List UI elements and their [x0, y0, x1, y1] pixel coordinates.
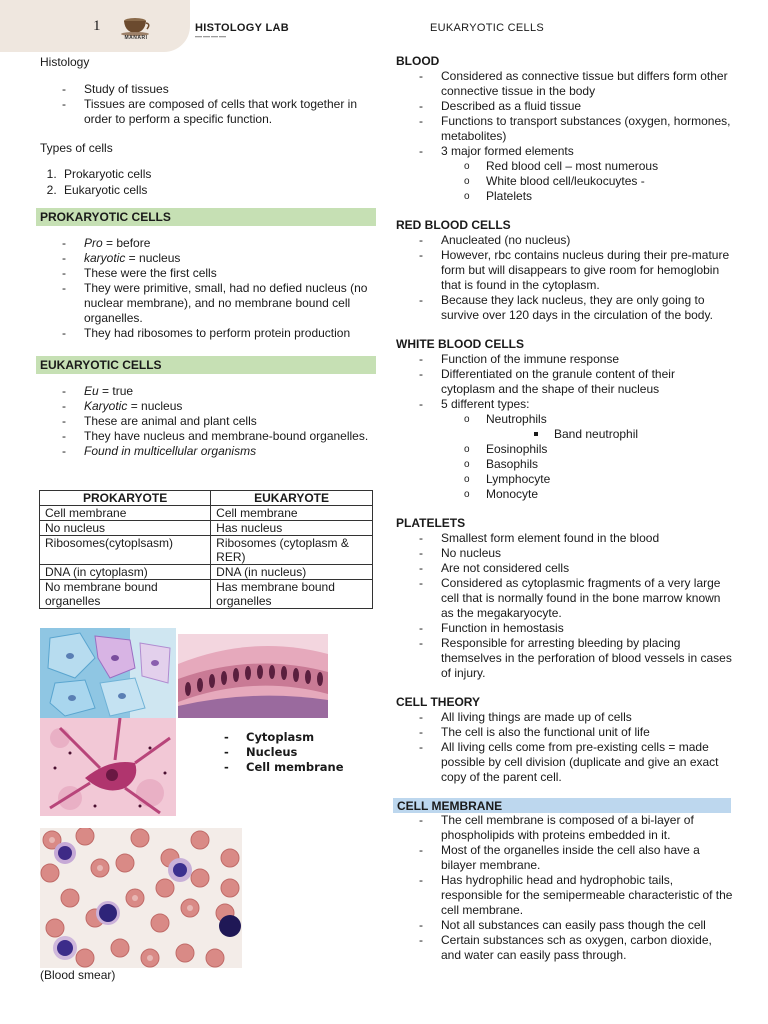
list-item: - Responsible for arresting bleeding by placing themselves in the perforation of blood vessels in cases of injury. — [417, 636, 733, 681]
header-subtitle-cut: ———— — [195, 34, 227, 40]
table-cell: No nucleus — [40, 521, 211, 536]
header-right-title: EUKARYOTIC CELLS — [430, 22, 545, 34]
wbc-list — [417, 352, 717, 412]
table-header: PROKARYOTE — [40, 491, 211, 506]
list-item: - Nucleus — [222, 745, 344, 760]
wbc-types-list — [418, 412, 638, 502]
list-item: o Eosinophils — [464, 442, 638, 457]
list-item: - Considered as cytoplasmic fragments of a very large cell that is normally found in the bone marrow known as the megakaryocyte. — [417, 576, 733, 621]
list-item: - Are not considered cells — [417, 561, 733, 576]
list-item: - All living cells come from pre-existing cells = made possible by cell division (duplicate and give an exact copy of the parent cell. — [417, 740, 733, 785]
list-item: - All living things are made up of cells — [417, 710, 733, 725]
list-item: - Differentiated on the granule content of their cytoplasm and the shape of their nucleus — [417, 367, 717, 397]
list-item: o Red blood cell – most numerous — [464, 159, 658, 174]
list-item: - 5 different types: — [417, 397, 717, 412]
types-list — [14, 166, 151, 198]
list-item: - They were primitive, small, had no defied nucleus (no nuclear membrane), and no membrane bound cell organelles. — [60, 281, 376, 326]
list-item: - Function of the immune response — [417, 352, 717, 367]
list-item: - Pro = before — [60, 236, 376, 251]
list-item: o Monocyte — [464, 487, 638, 502]
platelets-heading: PLATELETS — [396, 516, 466, 530]
list-item: - Anucleated (no nucleus) — [417, 233, 733, 248]
list-item: - Because they lack nucleus, they are only going to survive over 120 days in the circulation of the body. — [417, 293, 733, 323]
list-item: - Eu = true — [60, 384, 376, 399]
cell-theory-heading: CELL THEORY — [396, 695, 481, 709]
coffee-cup-logo — [118, 12, 154, 42]
list-item: - They have nucleus and membrane-bound organelles. — [60, 429, 376, 444]
list-item: - Smallest form element found in the blood — [417, 531, 733, 546]
list-item: - Most of the organelles inside the cell also have a bilayer membrane. — [417, 843, 733, 873]
page-number: 1 — [93, 18, 101, 34]
list-item: o Basophils — [464, 457, 638, 472]
blood-smear-image — [40, 828, 242, 968]
list-item: - Described as a fluid tissue — [417, 99, 733, 114]
table-cell: Has membrane bound organelles — [211, 580, 373, 609]
squamous-cells-image — [40, 628, 176, 718]
comparison-table — [39, 490, 373, 609]
eukaryotic-list — [60, 384, 376, 459]
wbc-heading: WHITE BLOOD CELLS — [396, 337, 524, 351]
cell-membrane-list — [417, 813, 733, 963]
list-item: 1. Prokaryotic cells — [60, 166, 151, 182]
table-cell: Ribosomes(cytoplsasm) — [40, 536, 211, 565]
rbc-heading: RED BLOOD CELLS — [396, 218, 511, 232]
table-cell: No membrane bound organelles — [40, 580, 211, 609]
list-item: 2. Eukaryotic cells — [60, 182, 151, 198]
list-item: - Study of tissues — [60, 82, 376, 97]
list-item: o Neutrophils Band neutrophil — [464, 412, 638, 442]
list-item: Band neutrophil — [534, 427, 638, 442]
table-cell: Cell membrane — [211, 506, 373, 521]
list-item: - These were the first cells — [60, 266, 376, 281]
table-cell: DNA (in cytoplasm) — [40, 565, 211, 580]
rbc-list — [417, 233, 733, 323]
histology-title: Histology — [40, 55, 90, 69]
list-item: - Found in multicellular organisms — [60, 444, 376, 459]
list-item: - Function in hemostasis — [417, 621, 733, 636]
list-item: - Cytoplasm — [222, 730, 344, 745]
prokaryotic-heading: PROKARYOTIC CELLS — [36, 208, 376, 226]
list-item: - The cell is also the functional unit of life — [417, 725, 733, 740]
table-cell: Cell membrane — [40, 506, 211, 521]
list-item: o Lymphocyte — [464, 472, 638, 487]
types-title: Types of cells — [40, 141, 113, 155]
table-row — [40, 565, 373, 580]
histology-list — [60, 82, 376, 127]
blood-list — [417, 69, 733, 159]
eukaryotic-heading: EUKARYOTIC CELLS — [36, 356, 376, 374]
table-cell: Has nucleus — [211, 521, 373, 536]
cell-parts-list — [222, 730, 344, 775]
table-row — [40, 580, 373, 609]
platelets-list — [417, 531, 733, 681]
list-item: o Platelets — [464, 189, 658, 204]
list-item: - Functions to transport substances (oxygen, hormones, metabolites) — [417, 114, 733, 144]
table-cell: Ribosomes (cytoplasm & RER) — [211, 536, 373, 565]
list-item: - The cell membrane is composed of a bi-layer of phospholipids with proteins embedded in it. — [417, 813, 733, 843]
list-item: - These are animal and plant cells — [60, 414, 376, 429]
columnar-epithelium-image — [178, 634, 328, 718]
neuron-image — [40, 718, 176, 816]
blood-heading: BLOOD — [396, 54, 440, 68]
list-item: - However, rbc contains nucleus during their pre-mature form but will disappears to give room for hemoglobin that is found in the cytoplasm. — [417, 248, 733, 293]
table-row — [40, 521, 373, 536]
list-item: - No nucleus — [417, 546, 733, 561]
list-item: - Not all substances can easily pass though the cell — [417, 918, 733, 933]
table-cell: DNA (in nucleus) — [211, 565, 373, 580]
table-row — [40, 506, 373, 521]
list-item: - Has hydrophilic head and hydrophobic tails, responsible for the semipermeable characteristic of the cell membrane. — [417, 873, 733, 918]
cell-theory-list — [417, 710, 733, 785]
table-header-row — [40, 491, 373, 506]
list-item: - Karyotic = nucleus — [60, 399, 376, 414]
table-header: EUKARYOTE — [211, 491, 373, 506]
list-item: - They had ribosomes to perform protein production — [60, 326, 376, 341]
logo-text: MANARI — [124, 35, 148, 41]
list-item: - karyotic = nucleus — [60, 251, 376, 266]
list-item: - Considered as connective tissue but differs form other connective tissue in the body — [417, 69, 733, 99]
band-sublist — [486, 427, 638, 442]
list-item: - Tissues are composed of cells that work together in order to perform a specific function. — [60, 97, 376, 127]
list-item: - 3 major formed elements — [417, 144, 733, 159]
list-item: - Cell membrane — [222, 760, 344, 775]
cell-membrane-heading: CELL MEMBRANE — [393, 798, 731, 813]
blood-sub-list — [418, 159, 658, 204]
table-row — [40, 536, 373, 565]
prokaryotic-list — [60, 236, 376, 341]
list-item: - Certain substances sch as oxygen, carbon dioxide, and water can easily pass through. — [417, 933, 733, 963]
header-left-title: HISTOLOGY LAB — [195, 22, 289, 34]
list-item: o White blood cell/leukocuytes - — [464, 174, 658, 189]
blood-smear-caption: (Blood smear) — [40, 968, 116, 982]
